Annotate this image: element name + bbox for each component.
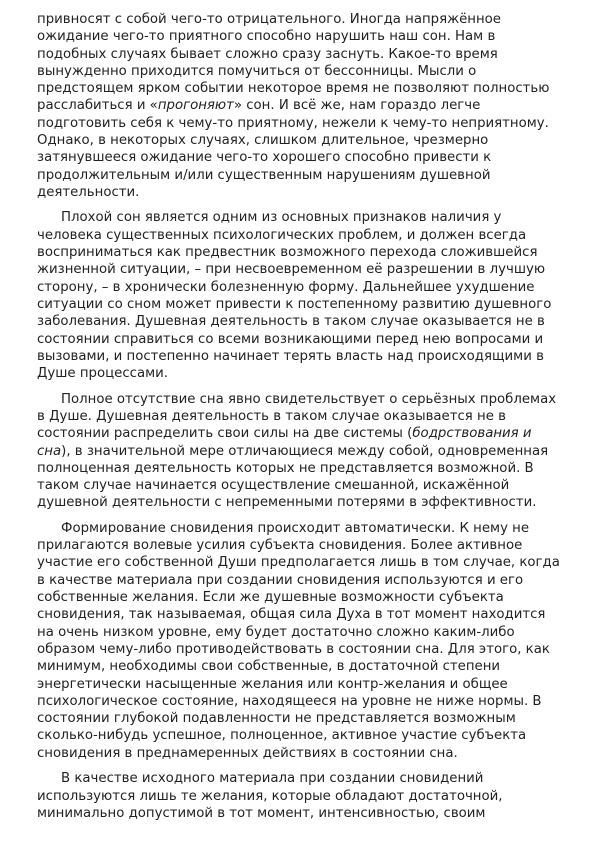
text-segment: сколько-нибудь успешное, полноценное, активное участие субъекта [37, 728, 527, 744]
text-line [37, 365, 597, 382]
text-line [37, 348, 597, 365]
text-line [37, 554, 597, 571]
paragraph [37, 391, 597, 512]
text-line [37, 209, 597, 226]
text-segment: в Душе. Душевная деятельность в таком случае оказывается не в [37, 408, 506, 424]
text-line [37, 641, 597, 658]
text-segment: таком случае начинается осуществление смешанной, искажённой [37, 478, 510, 494]
text-line [37, 313, 597, 330]
text-segment: используются лишь те желания, которые обладают достаточной, [37, 788, 503, 804]
text-line [37, 97, 597, 114]
text-segment: восприниматься как предвестник возможного перехода сложившейся [37, 245, 538, 261]
text-line [37, 80, 597, 97]
text-line [37, 331, 597, 348]
text-line [37, 805, 597, 822]
italic-text: бодрствования и [412, 426, 532, 442]
text-line [37, 443, 597, 460]
text-line [37, 710, 597, 727]
text-segment: В качестве исходного материала при создании сновидений [61, 771, 484, 787]
text-segment: ситуации со сном может привести к постепенному развитию душевного [37, 296, 552, 312]
text-segment: душевной деятельности с непременными потерями в эффективности. [37, 495, 537, 511]
text-segment: заболевания. Душевная деятельность в таком случае оказывается не в [37, 314, 545, 330]
document-body [37, 11, 597, 830]
text-segment: продолжительным и/или существенным нарушениям душевной [37, 167, 491, 183]
text-line [37, 391, 597, 408]
paragraph [37, 209, 597, 382]
text-segment: сновидения в преднамеренных действиях в состоянии сна. [37, 745, 458, 761]
text-line [37, 279, 597, 296]
text-segment: ), в значительной мере отличающиеся между собой, одновременная [61, 443, 549, 459]
text-segment: Формирование сновидения происходит автоматически. К нему не [61, 520, 530, 536]
text-segment: психологическое состояние, находящееся на уровне не ниже нормы. В [37, 693, 542, 709]
text-line [37, 184, 597, 201]
text-segment: энергетически насыщенные желания или контр-желания и общее [37, 676, 508, 692]
text-segment: деятельности. [37, 184, 140, 200]
text-line [37, 460, 597, 477]
text-segment: прилагаются волевые усилия субъекта сновидения. Более активное [37, 538, 523, 554]
text-line [37, 693, 597, 710]
text-line [37, 770, 597, 787]
text-line [37, 132, 597, 149]
text-line [37, 788, 597, 805]
text-segment: собственные желания. Если же душевные возможности субъекта [37, 590, 504, 606]
text-segment: на очень низком уровне, ему будет достаточно сложно каким-либо [37, 624, 515, 640]
text-line [37, 589, 597, 606]
text-segment: участие его собственной Души предполагается лишь в том случае, когда [37, 555, 560, 571]
text-line [37, 28, 597, 45]
text-segment: вызовами, и постепенно начинает терять власть над происходящими в [37, 348, 544, 364]
text-segment: Душе процессами. [37, 366, 169, 382]
italic-text: прогоняют [157, 98, 234, 114]
text-segment: в качестве материала при создании сновидения используются и его [37, 572, 524, 588]
text-line [37, 149, 597, 166]
text-line [37, 244, 597, 261]
text-segment: Плохой сон является одним из основных признаков наличия у [61, 210, 502, 226]
text-line [37, 606, 597, 623]
text-segment: подобных случаях бывает сложно сразу заснуть. Какое-то время [37, 46, 498, 62]
text-line [37, 115, 597, 132]
text-segment: сторону, – в хронически болезненную форму. Дальнейшее ухудшение [37, 279, 535, 295]
text-line [37, 624, 597, 641]
text-segment: человека существенных психологических проблем, и должен всегда [37, 227, 527, 243]
text-segment: ожидание чего-то приятного способно нарушить наш сон. Нам в [37, 29, 496, 45]
text-line [37, 46, 597, 63]
text-line [37, 261, 597, 278]
text-segment: полноценная деятельность которых не представляется возможной. В [37, 460, 534, 476]
text-line [37, 537, 597, 554]
text-line [37, 658, 597, 675]
paragraph [37, 770, 597, 822]
text-line [37, 676, 597, 693]
paragraph [37, 11, 597, 201]
text-line [37, 425, 597, 442]
text-line [37, 727, 597, 744]
text-line [37, 572, 597, 589]
text-segment: состоянии глубокой подавленности не представляется возможным [37, 711, 516, 727]
text-segment: минимально допустимой в тот момент, интенсивностью, своим [37, 805, 486, 821]
text-line [37, 520, 597, 537]
text-line [37, 227, 597, 244]
text-segment: вынужденно приходится помучиться от бессонницы. Мысли о [37, 63, 477, 79]
italic-text: сна [37, 443, 62, 459]
text-segment: привносят с собой чего-то отрицательного. Иногда напряжённое [37, 12, 501, 27]
text-segment: сновидения, так называемая, общая сила Духа в тот момент находится [37, 607, 546, 623]
text-segment: состоянии справиться со всеми возникающими перед нею вопросами и [37, 331, 544, 347]
text-segment: состоянии распределить свои силы на две системы ( [37, 426, 413, 442]
text-segment: расслабиться и « [37, 98, 158, 114]
text-line [37, 167, 597, 184]
text-line [37, 494, 597, 511]
paragraph [37, 520, 597, 762]
text-segment: » сон. И всё же, нам гораздо легче [233, 98, 481, 114]
text-segment: подготовить себя к чему-то приятному, нежели к чему-то неприятному. [37, 115, 549, 131]
text-line [37, 408, 597, 425]
text-segment: Полное отсутствие сна явно свидетельствует о серьёзных проблемах [61, 391, 557, 407]
text-line [37, 11, 597, 28]
text-line [37, 745, 597, 762]
text-segment: Однако, в некоторых случаях, слишком длительное, чрезмерно [37, 133, 489, 149]
text-segment: предстоящем ярком событии некоторое время не позволяют полностью [37, 81, 550, 97]
text-line [37, 477, 597, 494]
text-line [37, 296, 597, 313]
text-line [37, 63, 597, 80]
text-segment: жизненной ситуации, – при несвоевременном её разрешении в лучшую [37, 262, 546, 278]
text-segment: затянувшееся ожидание чего-то хорошего способно привести к [37, 150, 492, 166]
text-segment: минимум, необходимы свои собственные, в достаточной степени [37, 659, 501, 675]
text-segment: образом чему-либо противодействовать в состоянии сна. Для этого, как [37, 641, 550, 657]
